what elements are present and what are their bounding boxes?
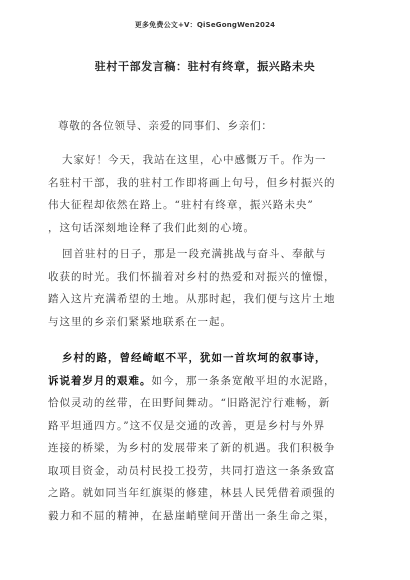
- text-line: 踏入这片充满希望的土地。从那时起，我们便与这片土地: [48, 293, 336, 305]
- text-line: 名驻村干部，我的驻村工作即将画上句号，但乡村振兴的: [48, 176, 336, 189]
- text-line: 与这里的乡亲们紧紧地联系在一起。: [48, 315, 232, 328]
- text-line: 毅力和不屈的精神，在悬崖峭壁间开凿出一条生命之渠，: [48, 509, 336, 522]
- text-line: 之路。就如同当年红旗渠的修建，林县人民凭借着顽强的: [48, 487, 336, 499]
- paragraph-opening: [0, 149, 410, 239]
- text-line: [48, 370, 366, 393]
- document-title: 驻村干部发言稿：驻村有终章，振兴路未央: [94, 60, 316, 73]
- paragraph-review: [0, 243, 410, 333]
- paragraph-roads: [0, 347, 410, 527]
- bold-text-fragment: 诉说着岁月的艰难。: [48, 374, 152, 387]
- text-fragment: 如今，那一条条宽敞平坦的水泥路，: [151, 374, 336, 387]
- text-line: 取项目资金，动员村民投工投劳，共同打造这一条条致富: [48, 464, 336, 477]
- text-line: 恰似灵动的丝带，在田野间舞动。“旧路泥泞行难畅，新: [48, 397, 331, 409]
- text-line: ，这句话深刻地诠释了我们此刻的心境。: [48, 221, 255, 234]
- text-line: 路平坦通四方。”这不仅是交通的改善，更是乡村与外界: [48, 419, 326, 432]
- text-line: 连接的桥梁，为乡村的发展带来了新的机遇。我们积极争: [48, 442, 336, 454]
- header-note: 更多免费公文+V：QiSeGongWen2024: [134, 21, 276, 29]
- text-line: 伟大征程却依然在路上。“驻村有终章，振兴路未央”: [48, 199, 314, 211]
- text-line: 大家好！今天，我站在这里，心中感慨万千。作为一: [62, 154, 327, 166]
- bold-text-line: 乡村的路，曾经崎岖不平，犹如一首坎坷的叙事诗，: [62, 352, 327, 364]
- text-line: 回首驻村的日子，那是一段充满挑战与奋斗、奉献与: [62, 248, 327, 260]
- salutation: 尊敬的各位领导、亲爱的同事们、乡亲们：: [58, 120, 273, 132]
- text-line: 收获的时光。我们怀揣着对乡村的热爱和对振兴的憧憬，: [48, 270, 336, 283]
